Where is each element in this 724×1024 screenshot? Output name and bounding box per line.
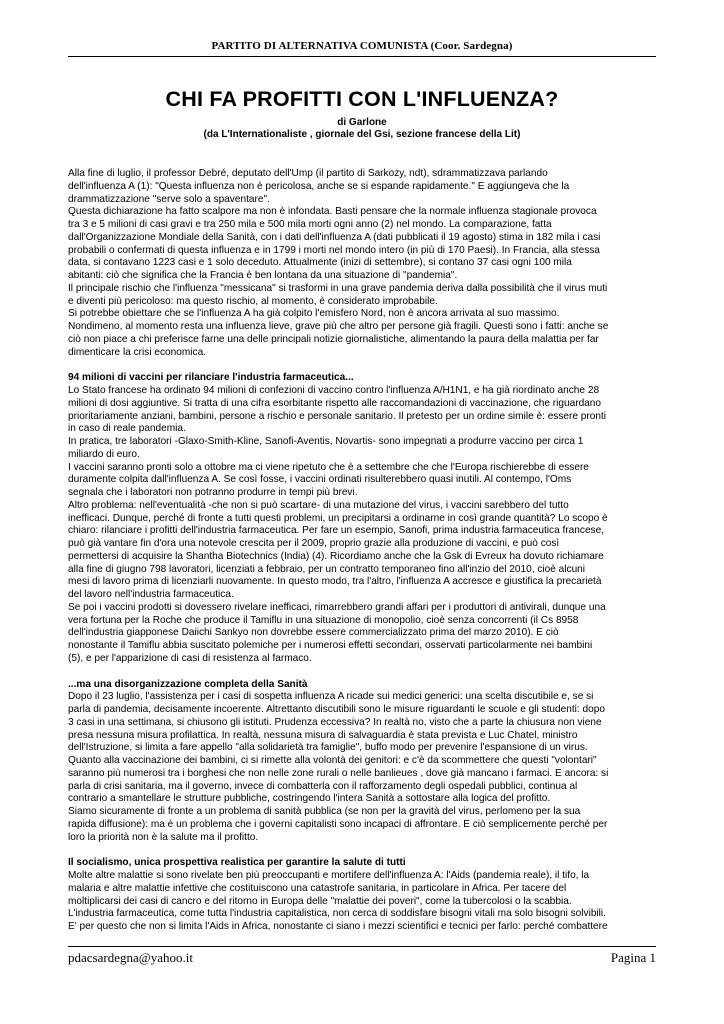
body-line: 3 casi in una settimana, si chiusono gli istituti. Prudenza eccessiva? In realtà no, visto che a parte la chiusura non viene bbox=[68, 716, 602, 728]
section-gap bbox=[68, 666, 658, 679]
body-line: Dopo il 23 luglio, l'assistenza per i casi di sospetta influenza A ricade sui medici generici: una scelta discutibile e, se si bbox=[68, 691, 594, 703]
body-line: Nondimeno, al momento resta una influenza lieve, grave più che altro per persone già fragili. Questi sono i fatti: anche se bbox=[68, 321, 609, 332]
article-body bbox=[68, 168, 658, 934]
body-line: data, si contavano 1223 casi e 1 solo deceduto. Attualmente (inizi di settembre), si contano 37 casi ogni 100 mila bbox=[68, 257, 572, 269]
body-line: mesi di lavoro prima di licenziarli nuovamente. In questo modo, tra l'altro, l'influenza A accresce e giustifica la precarietà bbox=[68, 576, 602, 588]
body-line: nonostante il Tamiflu abbia suscitato polemiche per i numerosi effetti secondari, osservati particolarmente nei bambini bbox=[68, 640, 593, 651]
header-divider bbox=[68, 56, 656, 57]
article-author: di Garlone bbox=[337, 117, 387, 128]
body-line: ciò non piace a chi preferisce farne una delle principali notizie giornalistiche, alimentando la paura della malattia per far bbox=[68, 333, 599, 345]
footer-divider bbox=[68, 946, 656, 947]
page-header: PARTITO DI ALTERNATIVA COMUNISTA (Coor. Sardegna) bbox=[211, 40, 513, 52]
body-line: rapida diffusione): ma è un problema che i governi capitalisti sono incapaci di affrontare. E ciò semplicemente perché per bbox=[68, 818, 608, 830]
body-line: drammatizzazione "serve solo a spaventare". bbox=[68, 193, 270, 205]
body-line: e diventi più pericoloso: ma questo rischio, al momento, è considerato improbabile. bbox=[68, 295, 438, 307]
body-line: L'industria farmaceutica, come tutta l'industria capitalistica, non cerca di soddisfare bisogni vitali ma solo bisogni solvibili. bbox=[68, 908, 606, 920]
body-line: parla di pandemia, decisamente incoerente. Altrettanto discutibili sono le misure riguardanti le scuole e gli studenti: dopo bbox=[68, 704, 605, 715]
body-line: prioritariamente anziani, bambini, persone a rischio e personale sanitario. Il pretesto per un ordine simile è: essere pronti bbox=[68, 410, 607, 422]
body-line: Molte altre malattie si sono rivelate ben più preoccupanti e mortifere dell'influenza A: l'Aids (pandemia reale), il tifo, la bbox=[68, 870, 590, 881]
page-footer bbox=[68, 950, 656, 966]
body-line: loro la priorità non è la salute ma il profitto. bbox=[68, 831, 259, 843]
body-line: milioni di dosi aggiuntive. Si tratta di una cifra esorbitante rispetto alle raccomandazioni di vaccinazione, che riguardano bbox=[68, 397, 602, 409]
body-line: probabili o confermati di questa influenza e in 1799 i morti nel mondo intero (in più di 170 Paesi). In Francia, alla stessa bbox=[68, 244, 600, 256]
body-line: tra 3 e 5 milioni di casi gravi e tra 250 mila e 500 mila morti ogni anno (2) nel mondo. La comparazione, fatta bbox=[68, 219, 552, 230]
body-line: inefficaci. Dunque, perché di fronte a tutti questi problemi, un precipitarsi a ordinarne in così grande quantità? Lo scopo è bbox=[68, 512, 608, 524]
footer-page-number: Pagina 1 bbox=[610, 950, 656, 965]
body-line: Lo Stato francese ha ordinato 94 milioni di confezioni di vaccino contro l'influenza A/H1N1, e ha già riordinato anche 28 bbox=[68, 385, 600, 396]
body-line: (5), e per l'apparizione di casi di resistenza al farmaco. bbox=[68, 652, 312, 664]
body-line: può già vantare fin d'ora una notevole crescita per il 2009, proprio grazie alla produzione di vaccini, e può così bbox=[68, 538, 560, 549]
section-gap bbox=[68, 844, 658, 857]
body-line: Alla fine di luglio, il professor Debré, deputato dell'Ump (il partito di Sarkozy, ndt), sdrammatizzava parlando bbox=[68, 168, 548, 179]
body-line: parla di crisi sanitaria, ma il governo, invece di combatterla con il rafforzamento degli ospedali pubblici, continua al bbox=[68, 780, 578, 792]
section-heading: 94 milioni di vaccini per rilanciare l'industria farmaceutica... bbox=[68, 372, 354, 384]
body-line: In pratica, tre laboratori -Glaxo-Smith-Kline, Sanofi-Aventis, Novartis- sono impegnati a produrre vaccino per circa 1 bbox=[68, 436, 584, 447]
body-line: Altro problema: nell'eventualità -che non si può scartare- di una mutazione del virus, i vaccini sarebbero del tutto bbox=[68, 499, 569, 511]
body-line: Quanto alla vaccinazione dei bambini, ci si rimette alla volontà dei genitori: e c'è da scommettere che questi "volontari" bbox=[68, 755, 597, 766]
body-line: dell'industria giapponese Daiichi Sankyo non dovrebbe essere commercializzato prima del marzo 2010). E ciò bbox=[68, 627, 559, 639]
body-line: Il principale rischio che l'influenza "messicana" si trasformi in una grave pandemia deriva dalla possibilità che il virus muti bbox=[68, 282, 608, 294]
body-line: Se poi i vaccini prodotti si dovessero rivelare inefficaci, rimarrebbero grandi affari per i produttori di antivirali, dunque una bbox=[68, 601, 606, 613]
body-line: alla fine di giugno 798 lavoratori, licenziati a febbraio, per un contratto temporaneo fino all'inzio del 2010, cioè alcuni bbox=[68, 563, 586, 575]
body-line: duramente colpita dall'influenza A. Se così fosse, i vaccini ordinati risulterebbero quasi inutili. Al contempo, l'Oms bbox=[68, 474, 572, 486]
body-line: Siamo sicuramente di fronte a un problema di sanità pubblica (se non per la gravità del virus, perlomeno per la sua bbox=[68, 806, 581, 817]
body-line: dimenticare la crisi economica. bbox=[68, 346, 207, 358]
footer-email[interactable]: pdacsardegna@yahoo.it bbox=[68, 950, 193, 965]
body-line: del lavoro nell'industria farmaceutica. bbox=[68, 589, 234, 600]
body-line: Si potrebbe obiettare che se l'influenza A ha già colpito l'emisfero Nord, non è ancora arrivata al suo massimo. bbox=[68, 308, 560, 320]
body-line: dell'Istruzione, si limita a fare appello "alla solidarietà tra famiglie", buffo modo per prevenire l'espansione di un virus. bbox=[68, 742, 588, 754]
body-line: moltiplicarsi dei casi di cancro e del ritorno in Europa delle "malattie dei poveri", come la tubercolosi o la scabbia. bbox=[68, 895, 572, 907]
body-line: presa nessuna misura profilattica. In realtà, nessuna misura di salvaguardia è stata prevista e Luc Chatel, ministro bbox=[68, 729, 578, 741]
body-line: dall'Organizzazione Mondiale della Sanità, con i dati dell'influenza A (dati pubblicati il 19 agosto) stima in 182 mila i casi bbox=[68, 231, 601, 243]
body-line: saranno più numerosi tra i borghesi che non nelle zone rurali o nelle banlieues , dove già mancano i farmaci. E ancora: si bbox=[68, 767, 609, 779]
section-heading: Il socialismo, unica prospettiva realistica per garantire la salute di tutti bbox=[68, 857, 406, 869]
body-line: contrario a smantellare le strutture pubbliche, costringendo l'intera Sanità a sottostare alla logica del profitto. bbox=[68, 793, 551, 805]
body-line: dell'influenza A (1): "Questa influenza non è pericolosa, anche se si espande rapidamente." E aggiungeva che la bbox=[68, 180, 570, 192]
body-line: malaria e altre malattie infettive che costituiscono una catastrofe sanitaria, in particolare in Africa. Per tacere del bbox=[68, 882, 567, 894]
body-line: in caso di reale pandemia. bbox=[68, 423, 186, 435]
body-line: vera fortuna per la Roche che produce il Tamiflu in una situazione di monopolio, cioè senza concorrenti (il Cs 8958 bbox=[68, 614, 579, 626]
body-line: I vaccini saranno pronti solo a ottobre ma ci viene ripetuto che è a settembre che che l'Europa rischierebbe di essere bbox=[68, 461, 589, 473]
body-line: Questa dichiarazione ha fatto scalpore ma non è infondata. Basti pensare che la normale influenza stagionale provoca bbox=[68, 206, 597, 218]
section-heading: ...ma una disorganizzazione completa della Sanità bbox=[68, 678, 308, 690]
body-line: E' per questo che non si limita l'Aids in Africa, nonostante ci siano i mezzi scientifici e tecnici per farlo: perché combattere bbox=[68, 921, 608, 932]
article-source: (da L'Internationaliste , giornale del Gsi, sezione francese della Lit) bbox=[203, 129, 521, 140]
body-line: chiaro: rilanciare i profitti dell'industria farmaceutica. Per fare un esempio, Sanofi, prima industria farmaceutica francese, bbox=[68, 525, 605, 537]
body-line: miliardo di euro. bbox=[68, 448, 140, 460]
body-line: abitanti: ciò che significa che la Francia è ben lontana da una situazione di "pandemia". bbox=[68, 270, 458, 281]
section-gap bbox=[68, 359, 658, 372]
article-title: CHI FA PROFITTI CON L'INFLUENZA? bbox=[165, 87, 559, 111]
body-line: segnala che i laboratori non potranno produrre in tempi più brevi. bbox=[68, 487, 358, 498]
body-line: permettersi di acquisire la Shantha Biotechnics (India) (4). Ricordiamo anche che la Gsk di Evreux ha dovuto richiamare bbox=[68, 550, 604, 562]
